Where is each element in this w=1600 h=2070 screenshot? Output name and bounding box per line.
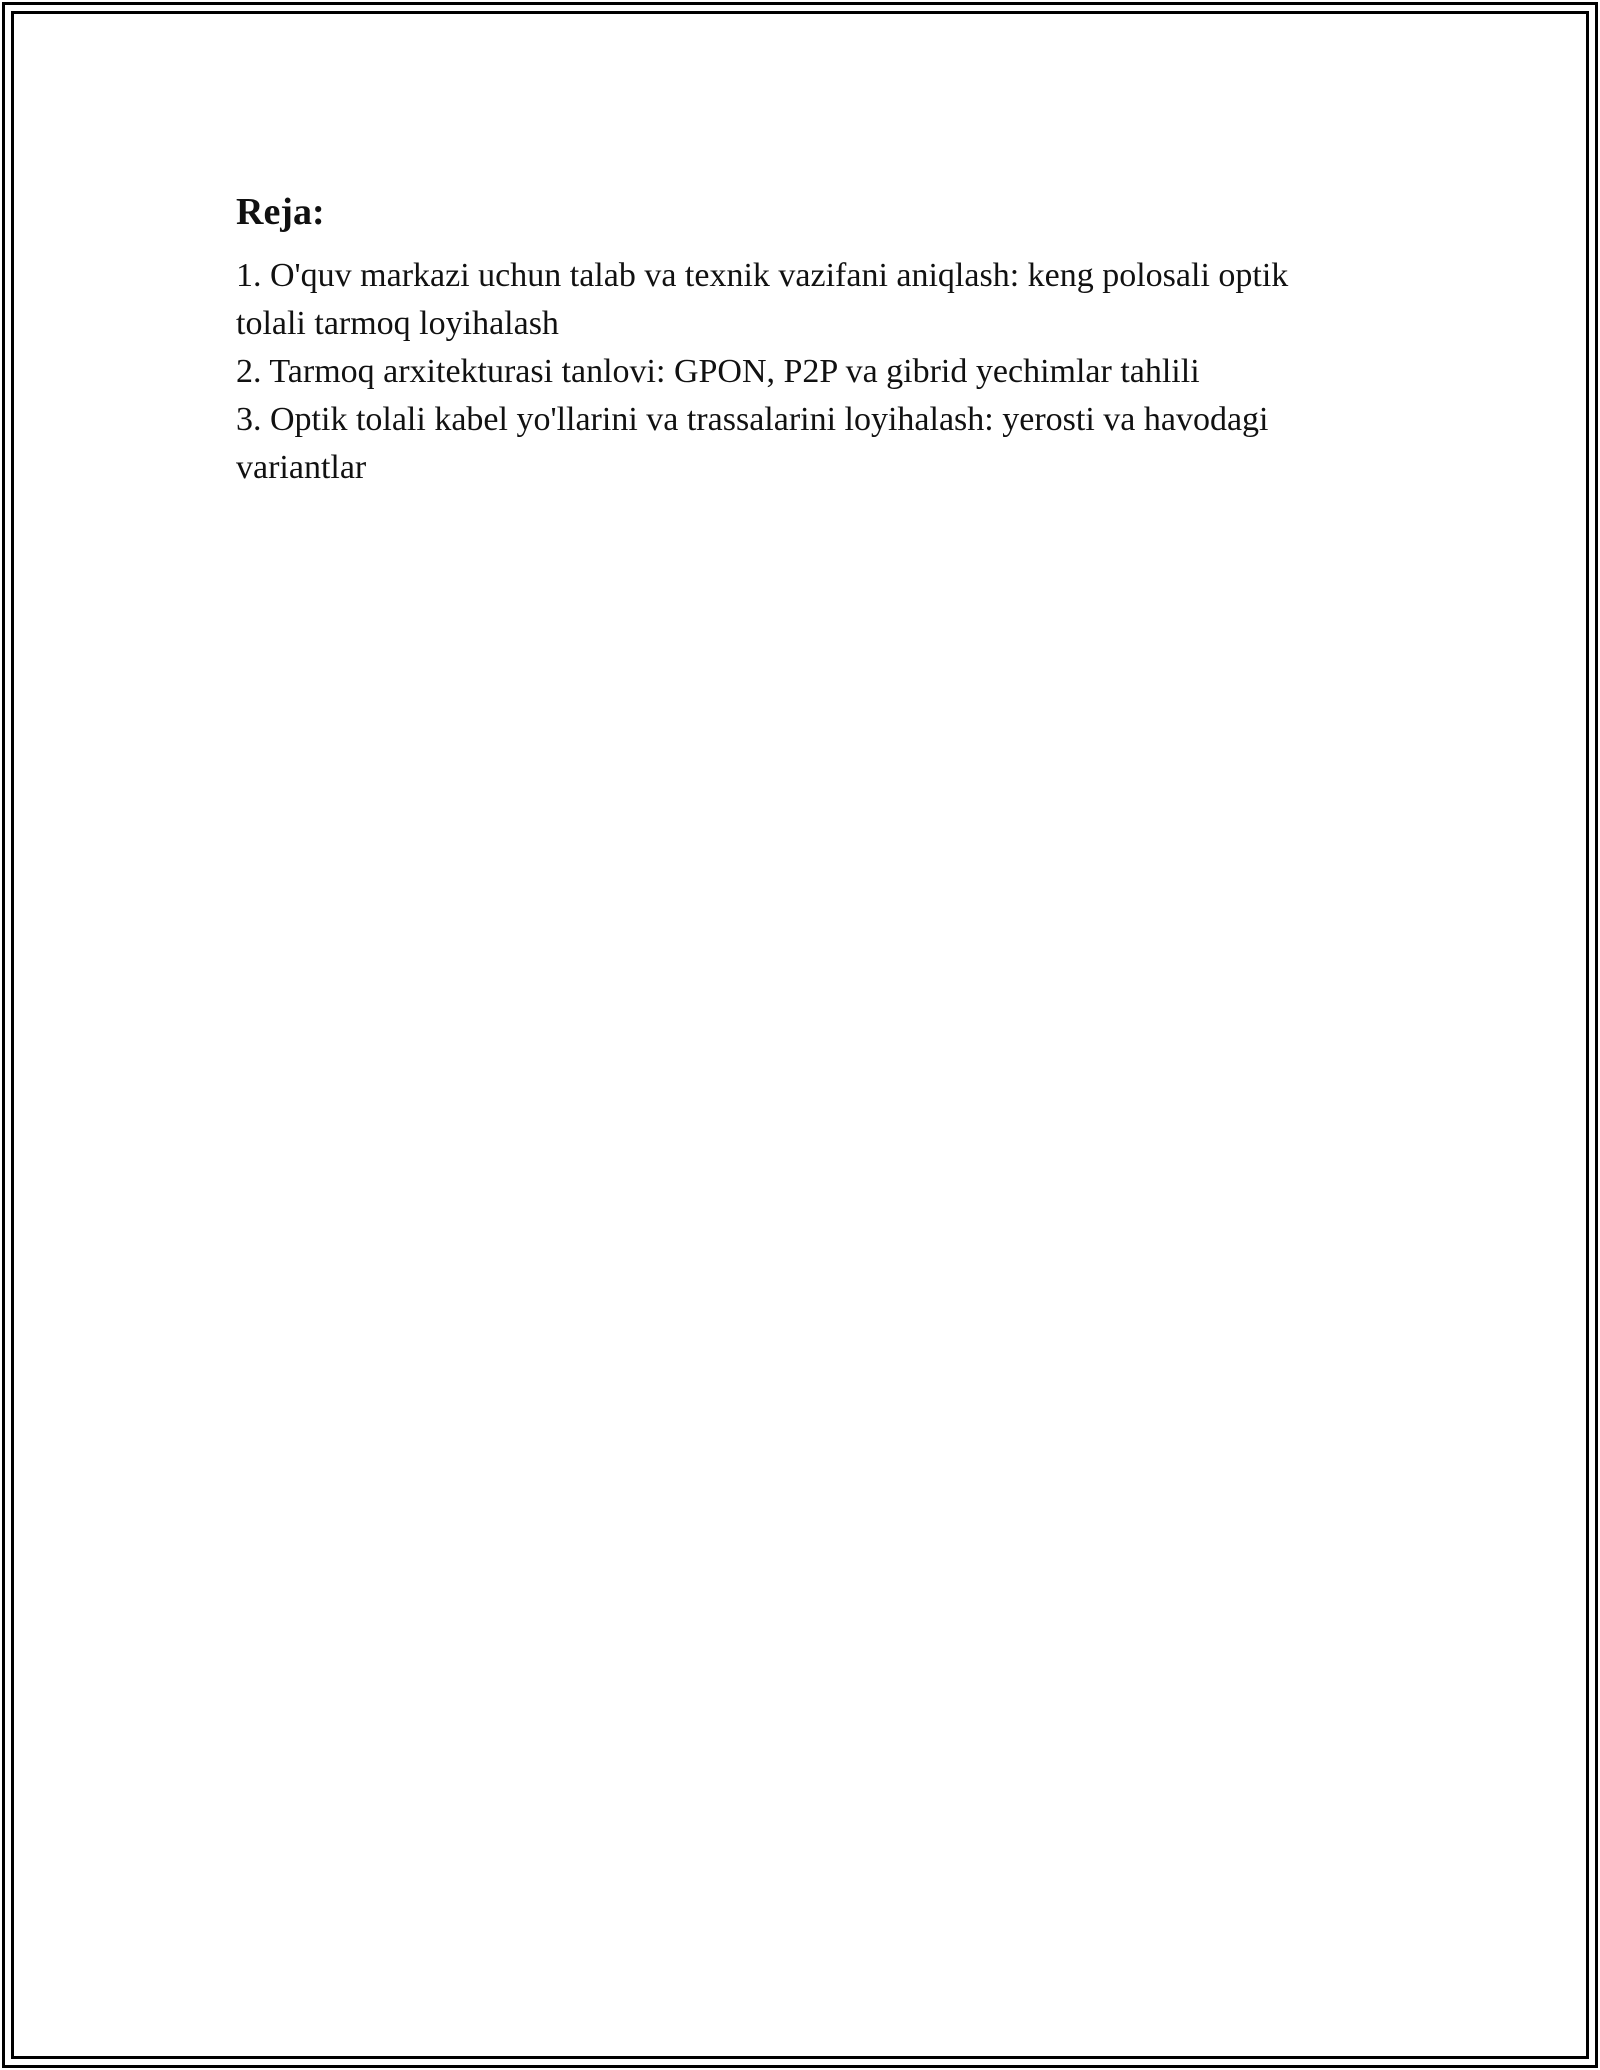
document-content xyxy=(236,188,1366,492)
plan-item-1: 1. O'quv markazi uchun talab va texnik vazifani aniqlash: keng polosali optik tolali tarmoq loyihalash xyxy=(236,257,1289,342)
plan-list xyxy=(236,252,1366,492)
plan-item-3: 3. Optik tolali kabel yo'llarini va trassalarini loyihalash: yerosti va havodagi variantlar xyxy=(236,401,1269,486)
plan-item-2: 2. Tarmoq arxitekturasi tanlovi: GPON, P2P va gibrid yechimlar tahlili xyxy=(236,353,1200,390)
plan-title: Reja: xyxy=(236,191,325,233)
